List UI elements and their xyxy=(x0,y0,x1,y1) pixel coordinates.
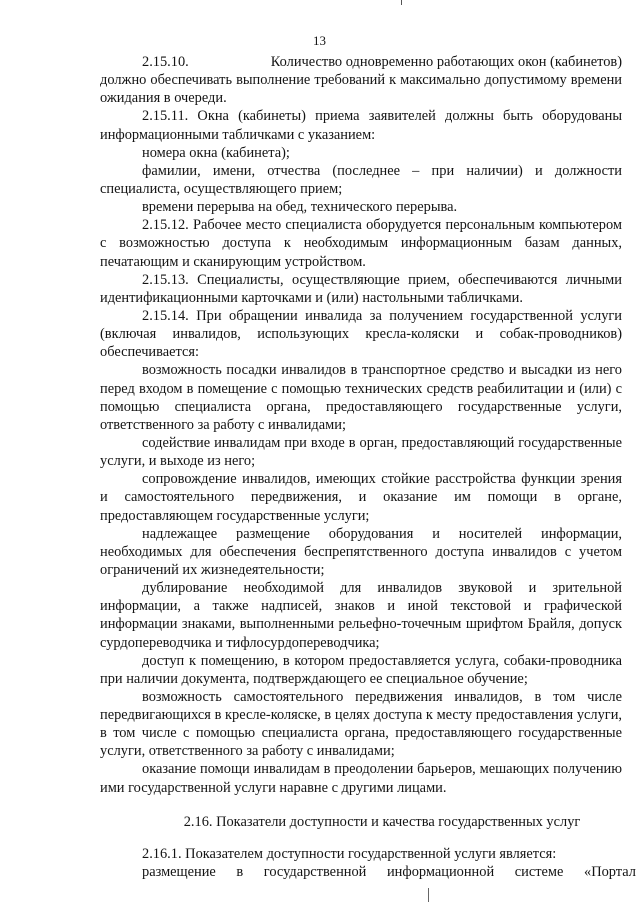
paragraph-2-15-10 xyxy=(100,53,622,107)
paragraph-portal: размещение в государственной информационной системе «Портал xyxy=(142,864,636,881)
clause-number: 2.15.10. xyxy=(142,54,189,70)
list-item-duplication: дублирование необходимой для инвалидов звуковой и зрительной информации, а также надписей, знаков и иной текстовой и графической информации знаками, выполненными рельефно-точечным шрифтом Брайля, допуск сурдопереводчика и тифлосурдопереводчика; xyxy=(100,580,622,651)
paragraph-2-15-11: 2.15.11. Окна (кабинеты) приема заявителей должны быть оборудованы информационными табличками с указанием: xyxy=(100,108,622,143)
list-item-equipment-placement: надлежащее размещение оборудования и носителей информации, необходимых для обеспечения беспрепятственного доступа инвалидов с учетом ограничений их жизнедеятельности; xyxy=(100,525,622,578)
list-item-entry-assistance: содействие инвалидам при входе в орган, предоставляющий государственные услуги, и выходе из него; xyxy=(100,434,622,470)
paragraph-2-15-13: 2.15.13. Специалисты, осуществляющие прием, обеспечиваются личными идентификационными карточками и (или) настольными табличками. xyxy=(100,271,622,306)
list-item-guide-dog: доступ к помещению, в котором предоставляется услуга, собаки-проводника при наличии документа, подтверждающего ее специальное обучение; xyxy=(100,652,622,687)
list-item-specialist-name: фамилии, имени, отчества (последнее – при наличии) и должности специалиста, осуществляющего прием; xyxy=(100,162,622,197)
scan-mark-top xyxy=(401,0,402,5)
section-title: 2.16. Показатели доступности и качества государственных услуг xyxy=(183,813,581,830)
list-item-window-number: номера окна (кабинета); xyxy=(142,144,290,161)
paragraph-2-16-1: 2.16.1. Показателем доступности государственной услуги является: xyxy=(142,845,557,862)
paragraph-2-15-14: 2.15.14. При обращении инвалида за получением государственной услуги (включая инвалидов, использующих кресла-коляски и собак-проводников) обеспечивается: xyxy=(100,307,622,361)
list-item-independent-movement: возможность самостоятельного передвижения инвалидов, в том числе передвигающихся в кресле-коляске, в целях доступа к месту предоставления услуги, в том числе с помощью специалиста органа, предоставляющего государственные услуги, ответственного за работу с инвалидами; xyxy=(100,688,622,760)
list-item-boarding: возможность посадки инвалидов в транспортное средство и высадки из него перед входом в помещение с помощью технических средств реабилитации и (или) с помощью специалиста органа, предоставляющего государственные услуги, ответственного за работу с инвалидами; xyxy=(100,362,622,433)
list-item-break-time: времени перерыва на обед, технического перерыва. xyxy=(142,199,458,216)
paragraph-2-15-12: 2.15.12. Рабочее место специалиста оборудуется персональным компьютером с возможностью доступа к необходимым информационным базам данных, печатающим и сканирующим устройством. xyxy=(100,217,622,270)
page-number: 13 xyxy=(313,33,326,48)
paragraph-text: Количество одновременно работающих окон (кабинетов) должно обеспечивать выполнение требований к максимально допустимому времени ожидания в очереди. xyxy=(100,54,622,107)
document-body xyxy=(100,53,636,881)
list-item-barrier-help: оказание помощи инвалидам в преодолении барьеров, мешающих получению ими государственной услуги наравне с другими лицами. xyxy=(100,761,622,796)
scan-mark-bottom xyxy=(428,888,429,902)
list-item-escort: сопровождение инвалидов, имеющих стойкие расстройства функции зрения и самостоятельного передвижения, и оказание им помощи в органе, предоставляющем государственные услуги; xyxy=(100,471,622,524)
